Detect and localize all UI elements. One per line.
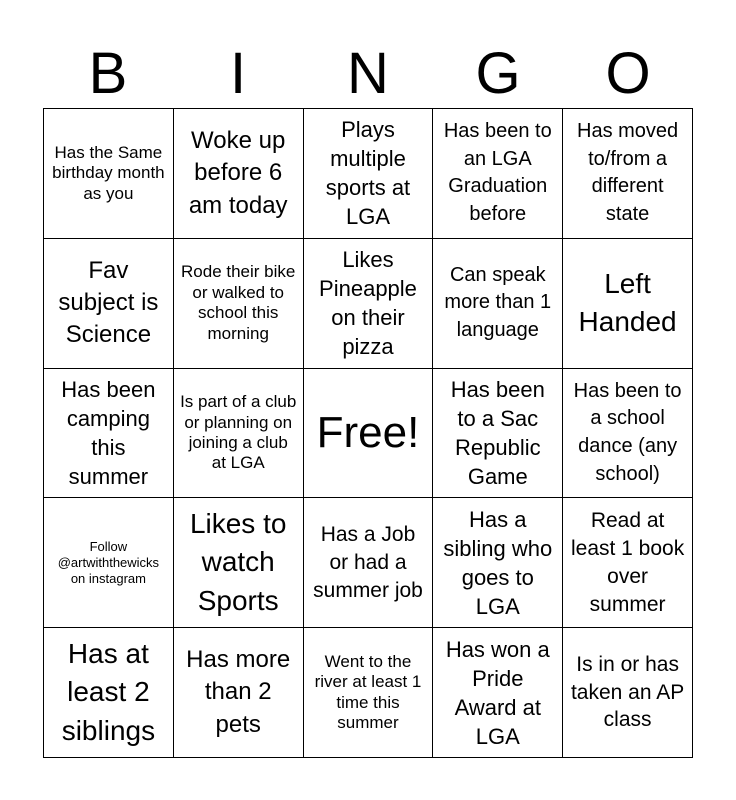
header-letter-g: G bbox=[475, 41, 521, 106]
bingo-cell: Likes to watch Sports bbox=[174, 498, 304, 628]
bingo-cell: Has been to an LGA Graduation before bbox=[433, 109, 563, 239]
bingo-header bbox=[43, 40, 693, 108]
bingo-cell: Fav subject is Science bbox=[44, 239, 174, 369]
bingo-cell: Is in or has taken an AP class bbox=[563, 628, 693, 758]
bingo-cell: Has a Job or had a summer job bbox=[304, 498, 434, 628]
header-letter-i: I bbox=[229, 41, 247, 106]
bingo-cell: Has at least 2 siblings bbox=[44, 628, 174, 758]
bingo-cell: Has more than 2 pets bbox=[174, 628, 304, 758]
bingo-cell: Left Handed bbox=[563, 239, 693, 369]
bingo-cell: Has a sibling who goes to LGA bbox=[433, 498, 563, 628]
bingo-cell: Can speak more than 1 language bbox=[433, 239, 563, 369]
bingo-cell: Woke up before 6 am today bbox=[174, 109, 304, 239]
bingo-cell: Has won a Pride Award at LGA bbox=[433, 628, 563, 758]
bingo-card-grid bbox=[43, 108, 693, 758]
bingo-cell: Has the Same birthday month as you bbox=[44, 109, 174, 239]
bingo-cell: Has moved to/from a different state bbox=[563, 109, 693, 239]
bingo-cell: Likes Pineapple on their pizza bbox=[304, 239, 434, 369]
bingo-cell: Read at least 1 book over summer bbox=[563, 498, 693, 628]
bingo-cell: Has been to a school dance (any school) bbox=[563, 369, 693, 499]
free-space: Free! bbox=[304, 369, 434, 499]
bingo-cell: Has been camping this summer bbox=[44, 369, 174, 499]
header-letter-n: N bbox=[347, 41, 389, 106]
bingo-cell: Went to the river at least 1 time this summer bbox=[304, 628, 434, 758]
bingo-cell: Follow @artwiththewicks on instagram bbox=[44, 498, 174, 628]
header-letter-o: O bbox=[605, 41, 651, 106]
bingo-cell: Is part of a club or planning on joining a club at LGA bbox=[174, 369, 304, 499]
bingo-cell: Plays multiple sports at LGA bbox=[304, 109, 434, 239]
bingo-cell: Rode their bike or walked to school this morning bbox=[174, 239, 304, 369]
bingo-cell: Has been to a Sac Republic Game bbox=[433, 369, 563, 499]
header-letter-b: B bbox=[88, 41, 128, 106]
